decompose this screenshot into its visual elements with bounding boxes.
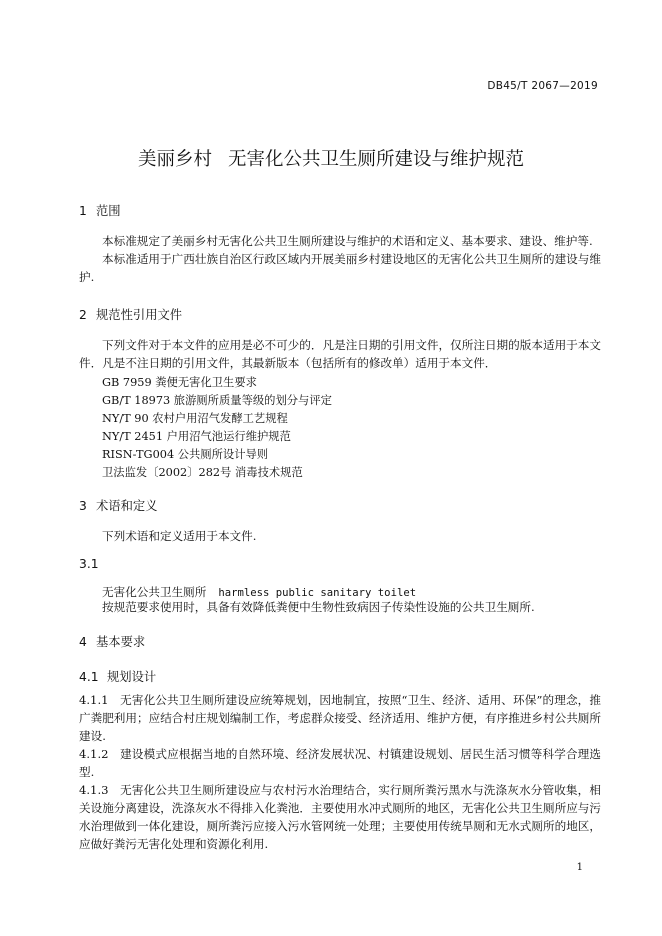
section-2-heading bbox=[79, 305, 182, 323]
section-1-paragraph-2: 本标准适用于广西壮族自治区行政区域内开展美丽乡村建设地区的无害化公共卫生厕所的建设与维护. bbox=[79, 252, 601, 284]
section-2-paragraph-1: 下列文件对于本文件的应用是必不可少的．凡是注日期的引用文件，仅所注日期的版本适用于本文件．凡是不注日期的引用文件，其最新版本（包括所有的修改单）适用于本文件． bbox=[79, 338, 601, 370]
section-title: 范围 bbox=[96, 204, 121, 218]
section-title: 术语和定义 bbox=[96, 499, 158, 513]
reference-item: GB 7959 粪便无害化卫生要求 bbox=[102, 376, 257, 389]
clause-4-1-2 bbox=[79, 745, 601, 781]
section-3-paragraph-1: 下列术语和定义适用于本文件. bbox=[102, 529, 257, 543]
subsection-4-1-heading bbox=[79, 667, 156, 685]
clause-text: 无害化公共卫生厕所建设应与农村污水治理结合，实行厕所粪污黑水与洗涤灰水分管收集，相关设施分离建设，洗涤灰水不得排入化粪池．主要使用水冲式厕所的地区，无害化公共卫生厕所应与污水治理做到一体化建设，厕所粪污应接入污水管网统一处理；主要使用传统旱厕和无水式厕所的地区，应做好粪污无害化处理和资源化利用. bbox=[79, 783, 601, 851]
clause-number: 4.1.1 bbox=[79, 693, 109, 707]
section-1-heading bbox=[79, 201, 121, 219]
section-title: 规范性引用文件 bbox=[96, 308, 183, 322]
section-title: 基本要求 bbox=[96, 635, 146, 649]
term-english: harmless public sanitary toilet bbox=[218, 587, 417, 599]
page-title bbox=[0, 145, 662, 171]
section-3-heading bbox=[79, 496, 158, 514]
section-1-paragraph-1: 本标准规定了美丽乡村无害化公共卫生厕所建设与维护的术语和定义、基本要求、建设、维护等. bbox=[102, 234, 593, 248]
standard-code: DB45/T 2067—2019 bbox=[487, 80, 598, 92]
reference-item: NY/T 2451 户用沼气池运行维护规范 bbox=[102, 430, 291, 443]
title-part-1: 美丽乡村 bbox=[137, 149, 212, 170]
subsection-3-1-number: 3.1 bbox=[79, 557, 99, 571]
reference-item: GB/T 18973 旅游厕所质量等级的划分与评定 bbox=[102, 394, 332, 407]
clause-4-1-1 bbox=[79, 691, 601, 745]
clause-text: 无害化公共卫生厕所建设应统筹规划，因地制宜，按照“卫生、经济、适用、环保”的理念，推广粪肥利用；应结合村庄规划编制工作，考虑群众接受、经济适用、维护方便，有序推进乡村公共厕所建设. bbox=[79, 693, 601, 743]
clause-4-1-3 bbox=[79, 781, 601, 853]
section-4-heading bbox=[79, 632, 145, 650]
section-number: 2 bbox=[79, 308, 87, 322]
page-number: 1 bbox=[576, 862, 583, 873]
section-number: 1 bbox=[79, 204, 87, 218]
title-part-2: 无害化公共卫生厕所建设与维护规范 bbox=[228, 149, 525, 170]
clause-number: 4.1.2 bbox=[79, 747, 109, 761]
clause-text: 建设模式应根据当地的自然环境、经济发展状况、村镇建设规划、居民生活习惯等科学合理选型. bbox=[79, 747, 601, 779]
subsection-number: 4.1 bbox=[79, 670, 99, 684]
reference-item: 卫法监发〔2002〕282号 消毒技术规范 bbox=[102, 466, 303, 479]
section-number: 4 bbox=[79, 635, 87, 649]
subsection-title: 规划设计 bbox=[107, 670, 157, 684]
section-number: 3 bbox=[79, 499, 87, 513]
term-chinese: 无害化公共卫生厕所 bbox=[102, 585, 207, 599]
term-definition: 按规范要求使用时，具备有效降低粪便中生物性致病因子传染性设施的公共卫生厕所. bbox=[102, 600, 535, 614]
reference-item: NY/T 90 农村户用沼气发酵工艺规程 bbox=[102, 412, 288, 425]
clause-number: 4.1.3 bbox=[79, 783, 109, 797]
reference-item: RISN-TG004 公共厕所设计导则 bbox=[102, 448, 269, 461]
